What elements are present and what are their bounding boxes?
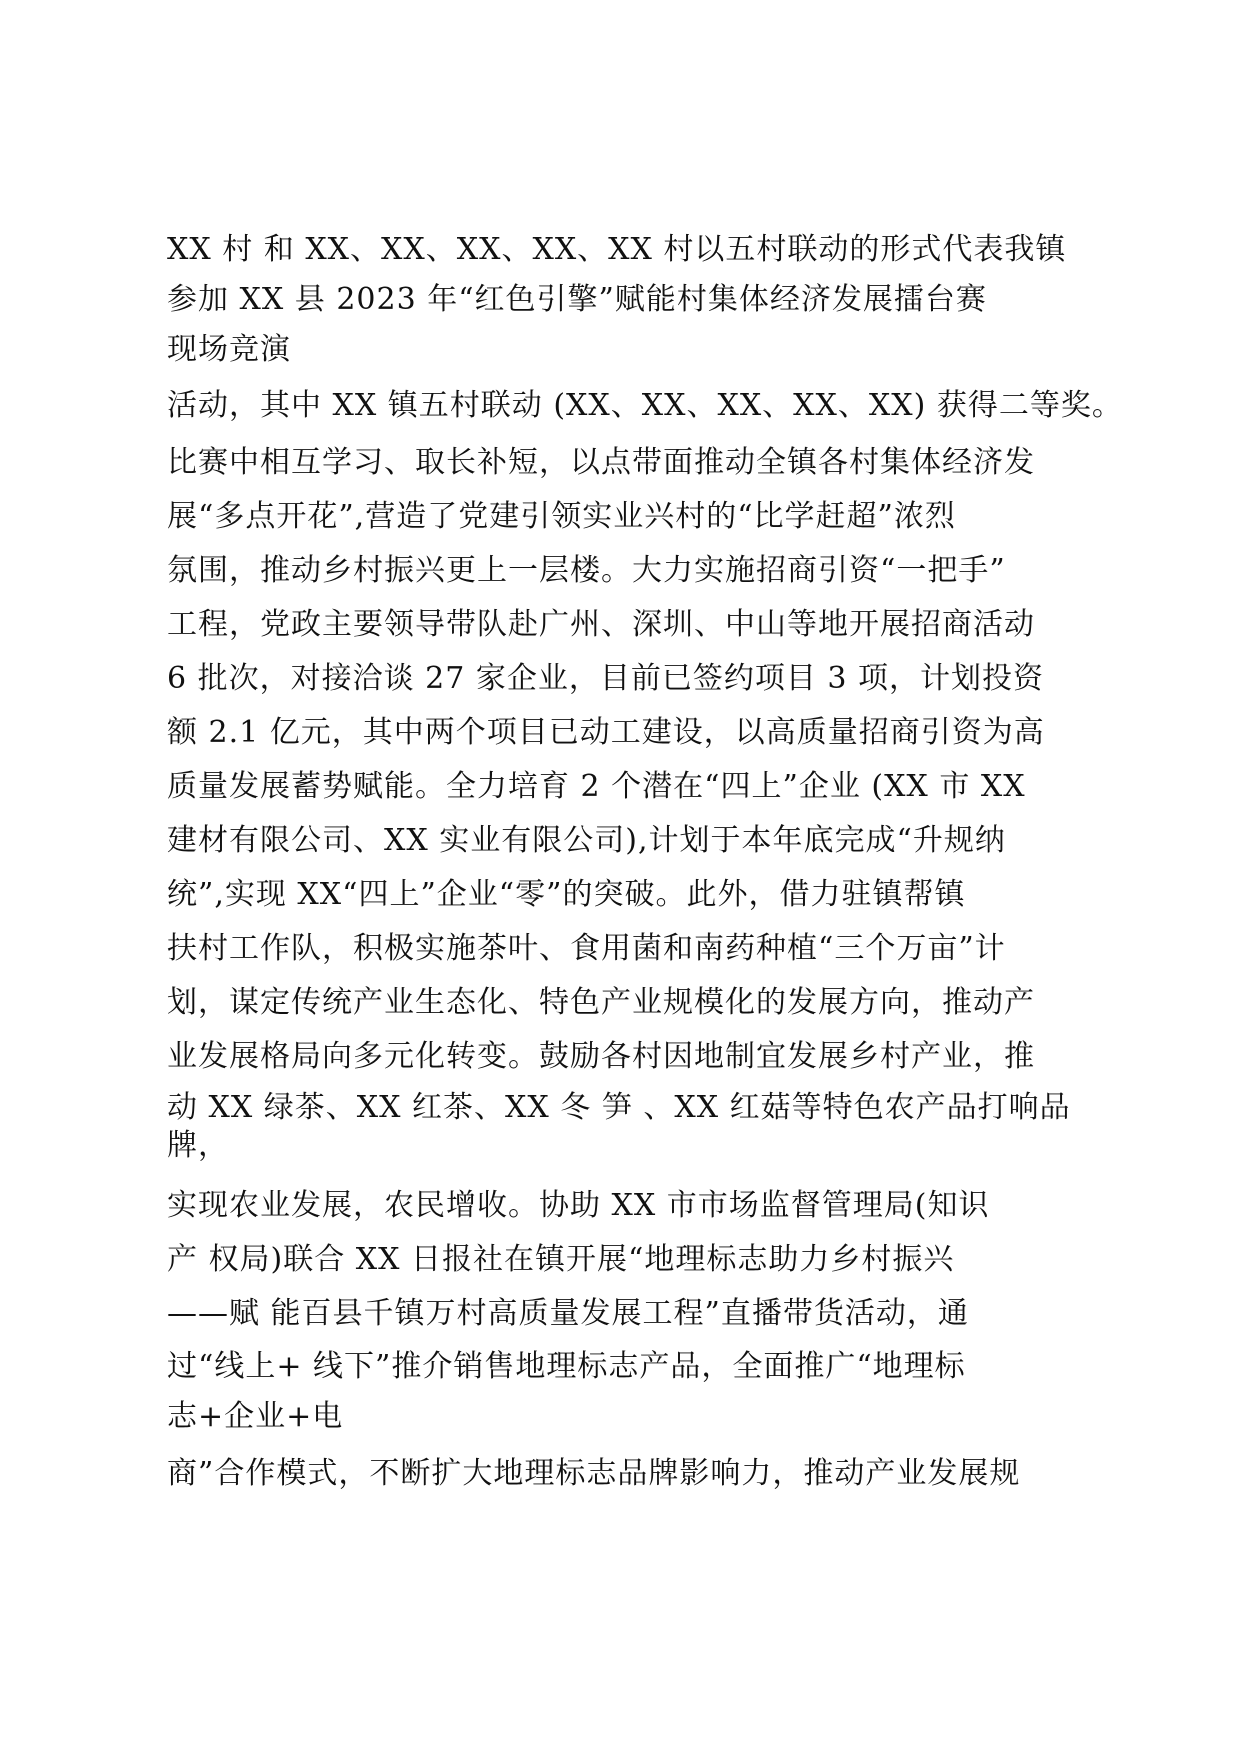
text-line: 额 2.1 亿元，其中两个项目已动工建设，以高质量招商引资为高 bbox=[167, 715, 1045, 750]
text-line: 比赛中相互学习、取长补短，以点带面推动全镇各村集体经济发 bbox=[167, 445, 1035, 480]
text-line: XX 村 和 XX、XX、XX、XX、XX 村以五村联动的形式代表我镇 bbox=[167, 232, 1067, 267]
text-line: 扶村工作队，积极实施茶叶、食用菌和南药种植“三个万亩”计 bbox=[167, 931, 1006, 966]
text-line: 统”,实现 XX“四上”企业“零”的突破。此外，借力驻镇帮镇 bbox=[167, 877, 966, 912]
text-line: 商”合作模式，不断扩大地理标志品牌影响力，推动产业发展规 bbox=[167, 1456, 1021, 1491]
text-line: 动 XX 绿茶、XX 红茶、XX 冬 笋 、XX 红菇等特色农产品打响品 bbox=[167, 1090, 1071, 1125]
text-line: 实现农业发展，农民增收。协助 XX 市市场监督管理局(知识 bbox=[167, 1188, 990, 1223]
text-line: 氛围，推动乡村振兴更上一层楼。大力实施招商引资“一把手” bbox=[167, 553, 1006, 588]
text-line: 活动，其中 XX 镇五村联动 (XX、XX、XX、XX、XX) 获得二等奖。 bbox=[167, 388, 1123, 423]
text-line: 6 批次，对接洽谈 27 家企业，目前已签约项目 3 项，计划投资 bbox=[167, 661, 1045, 696]
text-line: 工程，党政主要领导带队赴广州、深圳、中山等地开展招商活动 bbox=[167, 607, 1035, 642]
text-line: 业发展格局向多元化转变。鼓励各村因地制宜发展乡村产业，推 bbox=[167, 1039, 1035, 1074]
text-line: ——赋 能百县千镇万村高质量发展工程”直播带货活动，通 bbox=[167, 1296, 969, 1331]
text-line: 过“线上+ 线下”推介销售地理标志产品，全面推广“地理标 bbox=[167, 1349, 966, 1384]
text-line: 志+企业+电 bbox=[167, 1399, 344, 1434]
text-line: 参加 XX 县 2023 年“红色引擎”赋能村集体经济发展擂台赛 bbox=[167, 282, 987, 317]
text-line: 现场竞演 bbox=[167, 332, 291, 367]
text-line: 建材有限公司、XX 实业有限公司),计划于本年底完成“升规纳 bbox=[167, 823, 1006, 858]
text-line: 牌， bbox=[167, 1128, 229, 1163]
text-line: 展“多点开花”,营造了党建引领实业兴村的“比学赶超”浓烈 bbox=[167, 499, 956, 534]
text-line: 划，谋定传统产业生态化、特色产业规模化的发展方向，推动产 bbox=[167, 985, 1035, 1020]
text-line: 产 权局)联合 XX 日报社在镇开展“地理标志助力乡村振兴 bbox=[167, 1242, 955, 1277]
text-line: 质量发展蓄势赋能。全力培育 2 个潜在“四上”企业 (XX 市 XX bbox=[167, 769, 1026, 804]
